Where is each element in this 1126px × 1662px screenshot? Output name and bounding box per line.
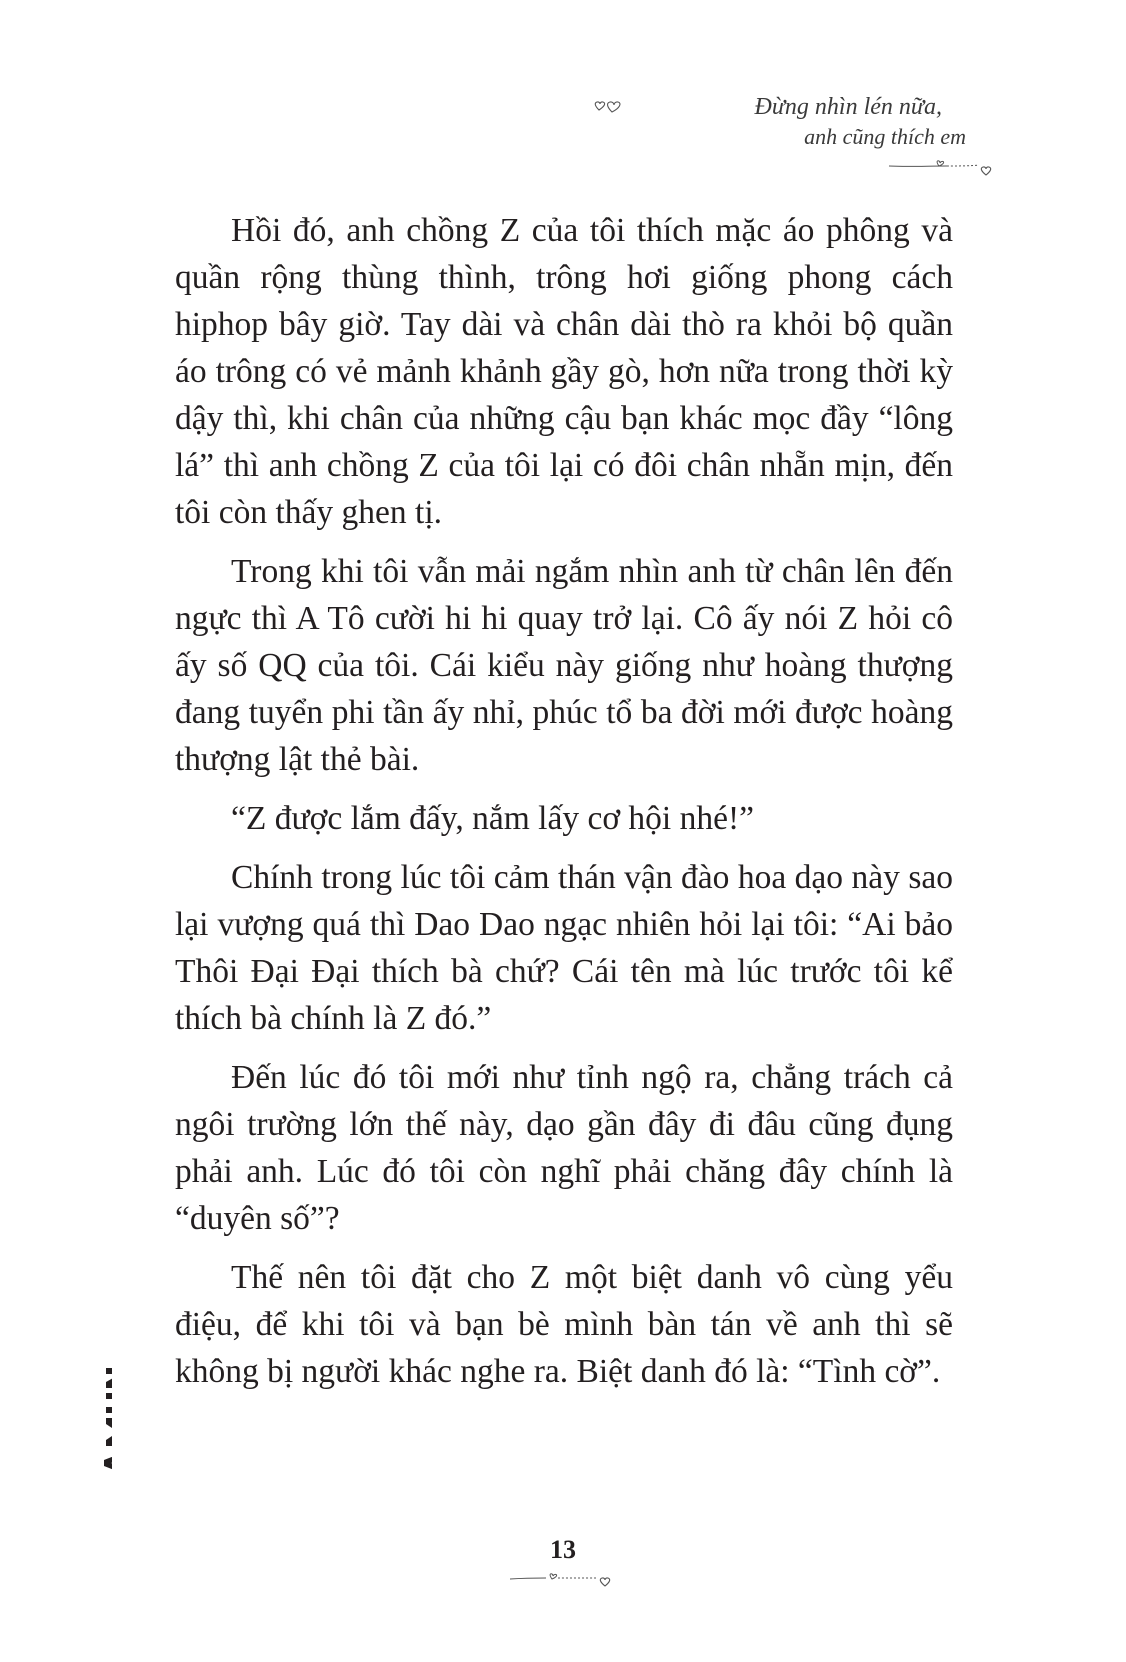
footer-flourish-icon	[508, 1568, 618, 1590]
chapter-body	[175, 207, 953, 1407]
amun-logo-icon	[72, 1368, 112, 1478]
paragraph: Trong khi tôi vẫn mải ngắm nhìn anh từ chân lên đến ngực thì A Tô cười hi hi quay trở lại. Cô ấy nói Z hỏi cô ấy số QQ của tôi. Cái kiểu này giống như hoàng thượng đang tuyển phi tần ấy nhỉ, phúc tổ ba đời mới được hoàng thượng lật thẻ bài.	[175, 553, 953, 778]
paragraph: Chính trong lúc tôi cảm thán vận đào hoa dạo này sao lại vượng quá thì Dao Dao ngạc nhiên hỏi lại tôi: “Ai bảo Thôi Đại Đại thích bà chứ? Cái tên mà lúc trước tôi kể thích bà chính là Z đó.”	[175, 859, 953, 1037]
book-title-line2: anh cũng thích em	[804, 124, 966, 149]
paragraph: Đến lúc đó tôi mới như tỉnh ngộ ra, chẳng trách cả ngôi trường lớn thế này, dạo gần đây đi đâu cũng đụng phải anh. Lúc đó tôi còn nghĩ phải chăng đây chính là “duyên số”?	[175, 1059, 953, 1237]
book-title-line1: Đừng nhìn lén nữa,	[754, 94, 942, 120]
page-number: 13	[550, 1535, 576, 1564]
paragraph: Thế nên tôi đặt cho Z một biệt danh vô cùng yểu điệu, để khi tôi và bạn bè mình bàn tán về anh thì sẽ không bị người khác nghe ra. Biệt danh đó là: “Tình cờ”.	[175, 1259, 953, 1390]
header-flourish-icon	[887, 158, 993, 178]
paragraph: Hồi đó, anh chồng Z của tôi thích mặc áo phông và quần rộng thùng thình, trông hơi giống phong cách hiphop bây giờ. Tay dài và chân dài thò ra khỏi bộ quần áo trông có vẻ mảnh khảnh gầy gò, hơn nữa trong thời kỳ dậy thì, khi chân của những cậu bạn khác mọc đầy “lông lá” thì anh chồng Z của tôi lại có đôi chân nhẵn mịn, đến tôi còn thấy ghen tị.	[175, 212, 953, 531]
running-header	[546, 92, 966, 152]
paragraph: “Z được lắm đấy, nắm lấy cơ hội nhé!”	[231, 800, 755, 837]
